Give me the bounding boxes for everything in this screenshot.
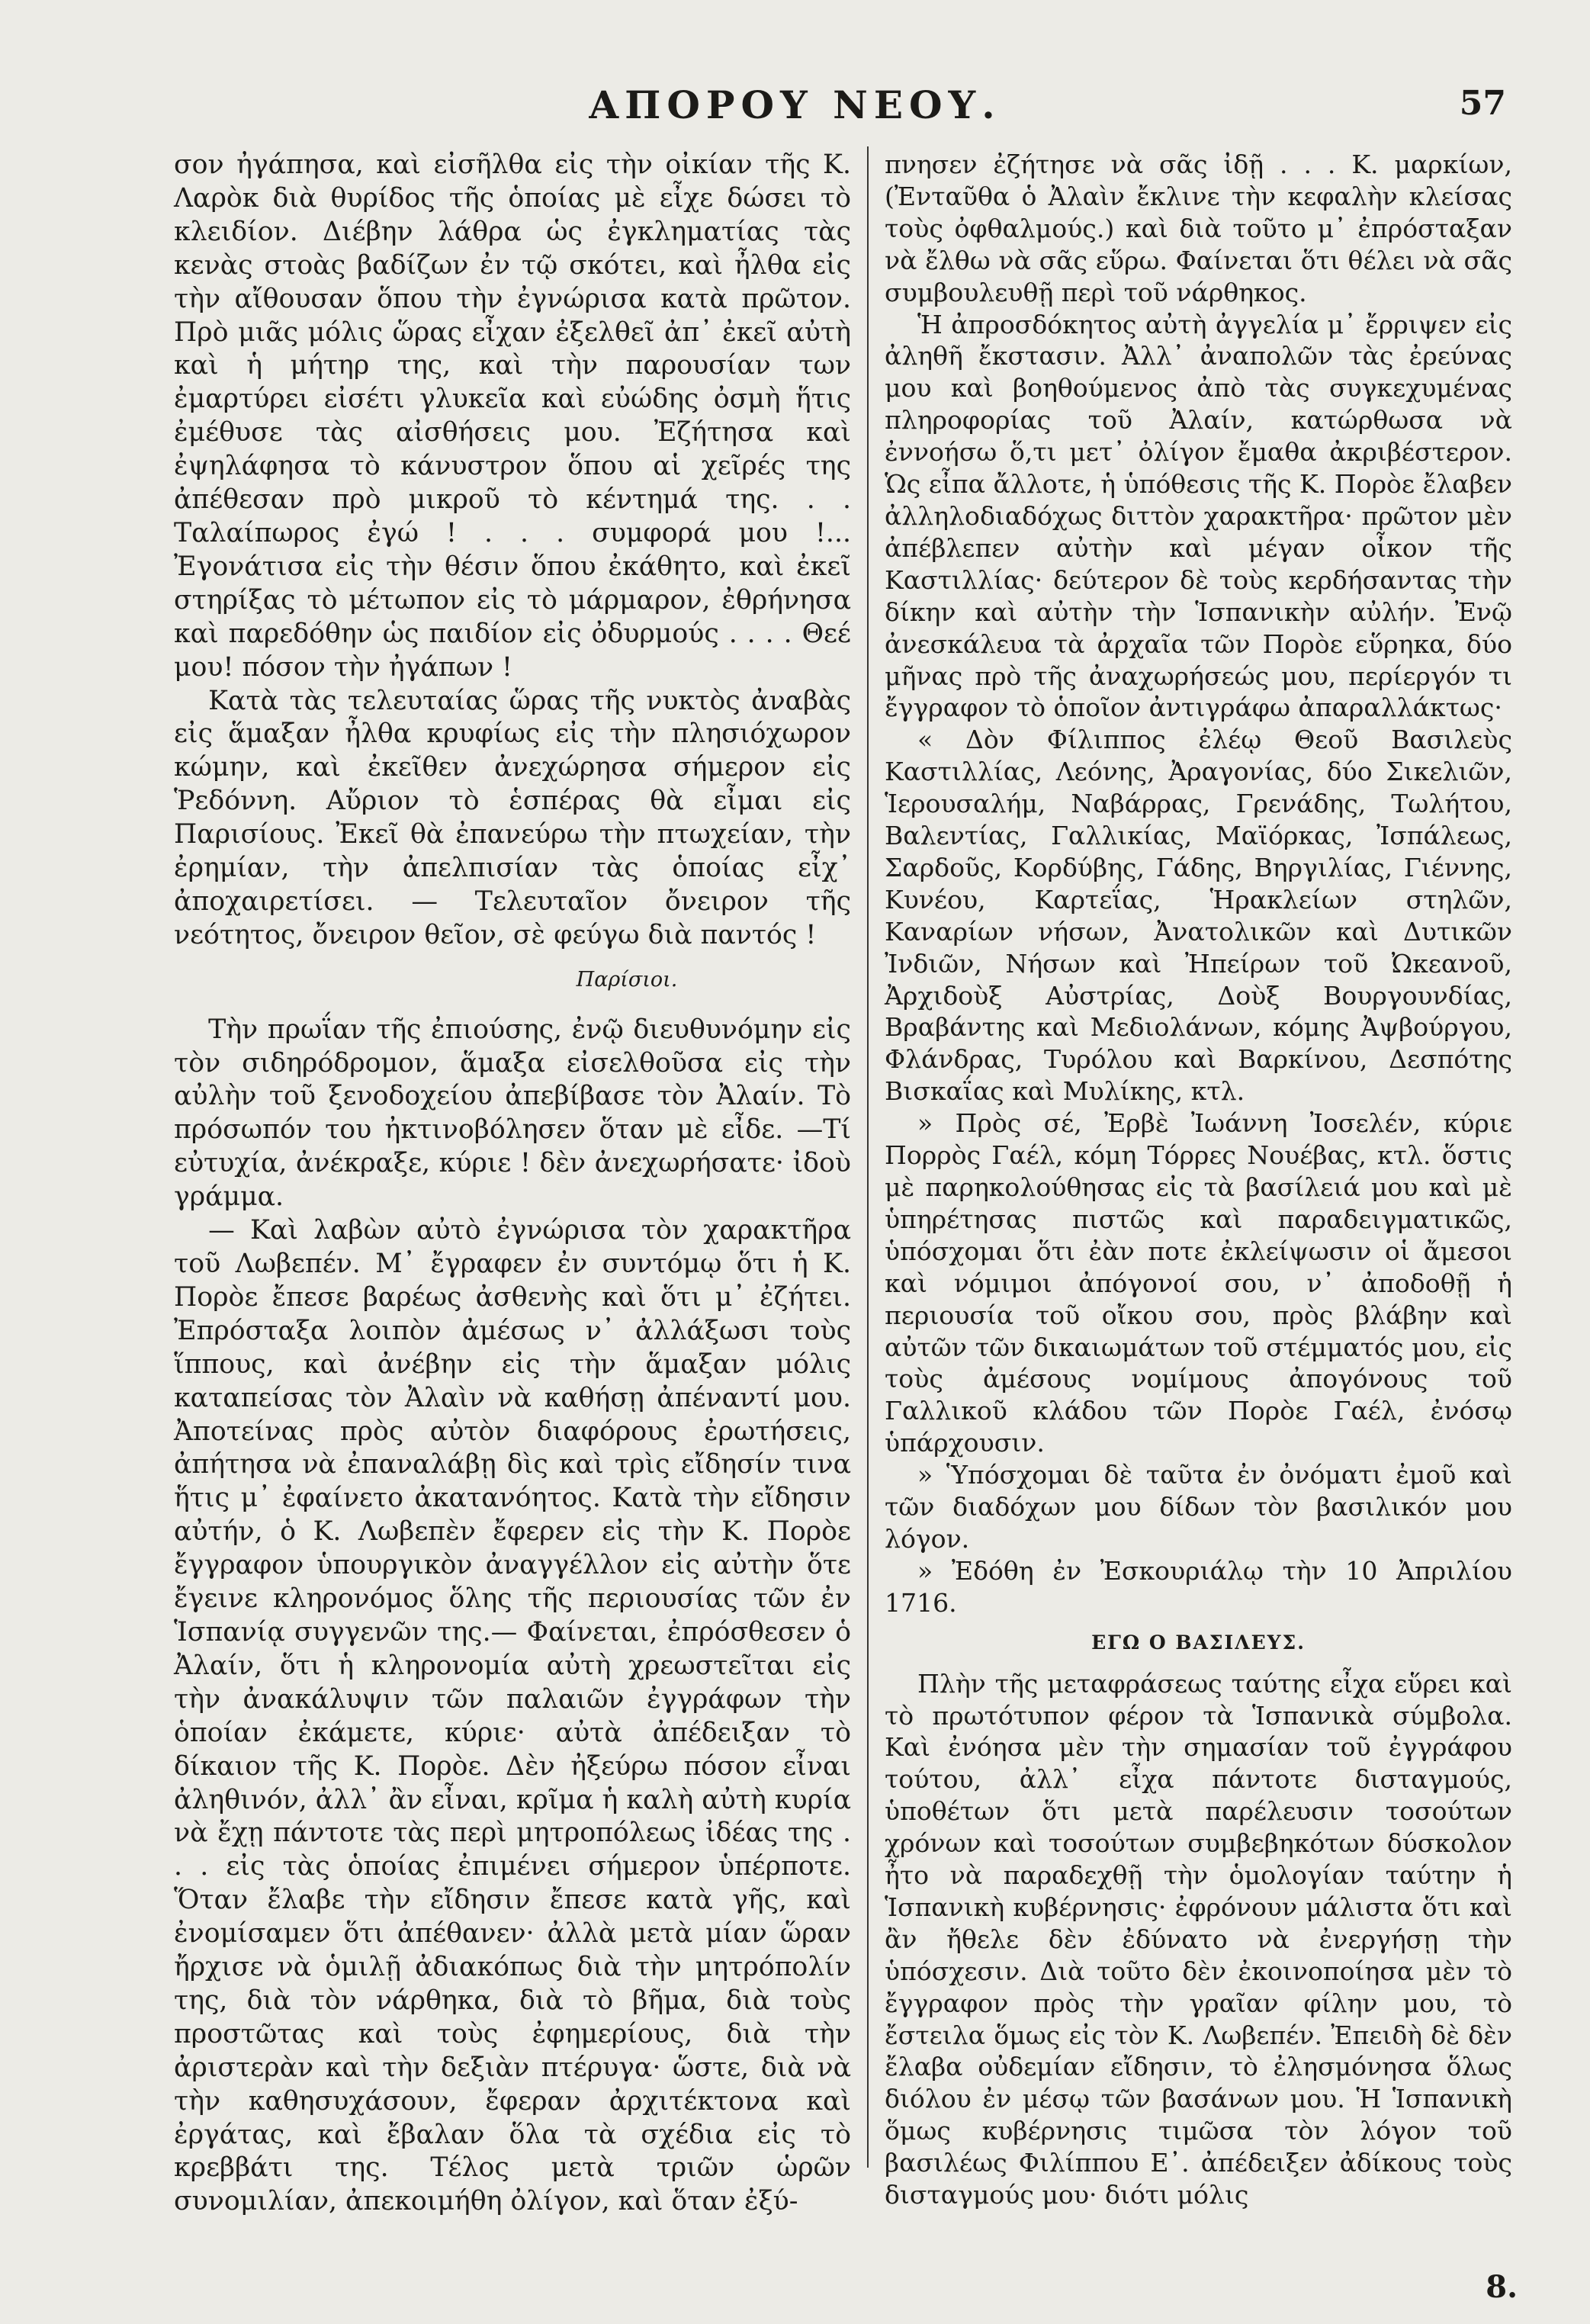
column-divider: [867, 146, 869, 2168]
paragraph: » Πρὸς σέ, Ἐρβὲ Ἰωάννη Ἰοσελέν, κύριε Πορρὸς Γαέλ, κόμη Τόρρες Νουέβας, κτλ. ὅστις μὲ παρηκολούθησας εἰς τὰ βασίλειά μου καὶ μὲ ὑπηρέτησας πιστῶς καὶ παραδειγματικῶς, ὑπόσχομαι ὅτι ἐὰν ποτε ἐκλείψωσιν οἱ ἄμεσοι καὶ νόμιμοι ἀπόγονοί σου, ν᾽ ἀποδοθῇ ἡ περιουσία τοῦ οἴκου σου, πρὸς βλάβην καὶ αὐτῶν τῶν δικαιωμάτων τοῦ στέμματός μου, εἰς τοὺς ἀμέσους νομίμους ἀπογόνους τοῦ Γαλλικοῦ κλάδου τῶν Πορὸε Γαέλ, ἐνόσῳ ὑπάρχουσιν.: [885, 1108, 1512, 1458]
royal-signature: ΕΓΩ Ο ΒΑΣΙΛΕΥΣ.: [1091, 1631, 1306, 1654]
paragraph: Πλὴν τῆς μεταφράσεως ταύτης εἶχα εὕρει καὶ τὸ πρωτότυπον φέρον τὰ Ἱσπανικὰ σύμβολα. Καὶ ἐνόησα μὲν τὴν σημασίαν τοῦ ἐγγράφου τούτου, ἀλλ᾽ εἶχα πάντοτε δισταγμούς, ὑποθέτων ὅτι μετὰ παρέλευσιν τοσούτων χρόνων καὶ τοσούτων συμβεβηκότων δύσκολον ἦτο νὰ παραδεχθῇ τὴν ὁμολογίαν ταύτην ἡ Ἱσπανικὴ κυβέρνησις· ἐφρόνουν μάλιστα ὅτι καὶ ἂν ἤθελε δὲν ἐδύνατο νὰ ἐνεργήσῃ τὴν ὑπόσχεσιν. Διὰ τοῦτο δὲν ἐκοινοποίησα μὲν τὸ ἔγγραφον πρὸς τὴν γραῖαν φίλην μου, τὸ ἔστειλα ὅμως εἰς τὸν Κ. Λωβεπέν. Ἐπειδὴ δὲ δὲν ἔλαβα οὐδεμίαν εἴδησιν, τὸ ἐλησμόνησα ὅλως διόλου ἐν μέσῳ τῶν βασάνων μου. Ἡ Ἱσπανικὴ ὅμως κυβέρνησις τιμῶσα τὸν λόγον τοῦ βασιλέως Φιλίππου Ε᾽. ἀπέδειξεν ἀδίκους τοὺς δισταγμούς μου· διότι μόλις: [885, 1668, 1512, 2210]
paragraph: » Ἐδόθη ἐν Ἐσκουριάλῳ τὴν 10 Ἀπριλίου 1716.: [885, 1555, 1512, 1618]
paragraph: Ἡ ἀπροσδόκητος αὐτὴ ἀγγελία μ᾽ ἔρριψεν εἰς ἀληθῆ ἔκστασιν. Ἀλλ᾽ ἀναπολῶν τὰς ἐρεύνας μου καὶ βοηθούμενος ἀπὸ τὰς συγκεχυμένας πληροφορίας τοῦ Ἀλαίν, κατώρθωσα νὰ ἐννοήσω ὅ,τι μετ᾽ ὀλίγον ἔμαθα ἀκριβέστερον. Ὡς εἶπα ἄλλοτε, ἡ ὑπόθεσις τῆς Κ. Πορὸε ἔλαβεν ἀλληλοδιαδόχως διττὸν χαρακτῆρα· πρῶτον μὲν ἀπέβλεπεν αὐτὴν καὶ μέγαν οἶκον τῆς Καστιλλίας· δεύτερον δὲ τοὺς κερδήσαντας τὴν δίκην καὶ αὐτὴν τὴν Ἱσπανικὴν αὐλήν. Ἐνῷ ἀνεσκάλευα τὰ ἀρχαῖα τῶν Πορὸε εὕρηκα, δύο μῆνας πρὸ τῆς ἀναχωρήσεώς μου, περίεργόν τι ἔγγραφον τὸ ὁποῖον ἀντιγράφω ἀπαραλλάκτως·: [885, 309, 1512, 723]
paragraph: » Ὑπόσχομαι δὲ ταῦτα ἐν ὀνόματι ἐμοῦ καὶ τῶν διαδόχων μου δίδων τὸν βασιλικόν μου λόγον.: [885, 1460, 1512, 1554]
paragraph: Κατὰ τὰς τελευταίας ὥρας τῆς νυκτὸς ἀναβὰς εἰς ἅμαξαν ἦλθα κρυφίως εἰς τὴν πλησιόχωρον κώμην, καὶ ἐκεῖθεν ἀνεχώρησα σήμερον εἰς Ῥεδόννη. Αὔριον τὸ ἑσπέρας θὰ εἶμαι εἰς Παρισίους. Ἐκεῖ θὰ ἐπανεύρω τὴν πτωχείαν, τὴν ἐρημίαν, τὴν ἀπελπισίαν τὰς ὁποίας εἶχ᾽ ἀποχαιρετίσει. — Τελευταῖον ὄνειρον τῆς νεότητος, ὄνειρον θεῖον, σὲ φεύγω διὰ παντός !: [174, 685, 851, 950]
right-column: [885, 149, 1512, 2240]
paragraph: σον ἠγάπησα, καὶ εἰσῆλθα εἰς τὴν οἰκίαν τῆς Κ. Λαρὸκ διὰ θυρίδος τῆς ὁποίας μὲ εἶχε δώσει τὸ κλειδίον. Διέβην λάθρα ὡς ἐγκληματίας τὰς κενὰς στοὰς βαδίζων ἐν τῷ σκότει, καὶ ἦλθα εἰς τὴν αἴθουσαν ὅπου τὴν ἐγνώρισα κατὰ πρῶτον. Πρὸ μιᾶς μόλις ὥρας εἶχαν ἐξελθεῖ ἀπ᾽ ἐκεῖ αὐτὴ καὶ ἡ μήτηρ της, καὶ τὴν παρουσίαν των ἐμαρτύρει εἰσέτι γλυκεῖα καὶ εὐώδης ὀσμὴ ἥτις ἐμέθυσε τὰς αἰσθήσεις μου. Ἐζήτησα καὶ ἐψηλάφησα τὸ κάνυστρον ὅπου αἱ χεῖρές της ἀπέθεσαν πρὸ μικροῦ τὸ κέντημά της. . . Ταλαίπωρος ἐγώ ! . . . συμφορά μου !... Ἐγονάτισα εἰς τὴν θέσιν ὅπου ἐκάθητο, καὶ ἐκεῖ στηρίξας τὸ μέτωπον εἰς τὸ μάρμαρον, ἐθρήνησα καὶ παρεδόθην ὡς παιδίον εἰς ὀδυρμούς . . . . Θεέ μου! πόσον τὴν ἠγάπων !: [174, 149, 851, 683]
paragraph: « Δὸν Φίλιππος ἐλέῳ Θεοῦ Βασιλεὺς Καστιλλίας, Λεόνης, Ἀραγονίας, δύο Σικελιῶν, Ἱερουσαλήμ, Ναβάρρας, Γρενάδης, Τωλήτου, Βαλεντίας, Γαλλικίας, Μαϊόρκας, Ἰσπάλεως, Σαρδοῦς, Κορδύβης, Γάδης, Βηργιλίας, Γιέννης, Κυνέου, Καρτεΐας, Ἡρακλείων στηλῶν, Καναρίων νήσων, Ἀνατολικῶν καὶ Δυτικῶν Ἰνδιῶν, Νήσων καὶ Ἠπείρων τοῦ Ὠκεανοῦ, Ἀρχιδοὺξ Αὐστρίας, Δοὺξ Βουργουνδίας, Βραβάντης καὶ Μεδιολάνων, κόμης Ἀψβούργου, Φλάνδρας, Τυρόλου καὶ Βαρκίνου, Δεσπότης Βισκαΐας καὶ Μυλίκης, κτλ.: [885, 725, 1512, 1107]
left-column: [174, 149, 851, 2240]
signature-mark: 8.: [1486, 2269, 1518, 2305]
section-heading: Παρίσιοι.: [576, 967, 678, 992]
paragraph: πνησεν ἐζήτησε νὰ σᾶς ἰδῇ . . . Κ. μαρκίων, (Ἐνταῦθα ὁ Ἀλαὶν ἔκλινε τὴν κεφαλὴν κλείσας τοὺς ὀφθαλμούς.) καὶ διὰ τοῦτο μ᾽ ἐπρόσταξαν νὰ ἔλθω νὰ σᾶς εὕρω. Φαίνεται ὅτι θέλει νὰ σᾶς συμβουλευθῇ περὶ τοῦ νάρθηκος.: [885, 149, 1512, 307]
page-header: [0, 82, 1590, 136]
page-number: 57: [1459, 84, 1506, 123]
paragraph: Τὴν πρωΐαν τῆς ἐπιούσης, ἐνῷ διευθυνόμην εἰς τὸν σιδηρόδρομον, ἅμαξα εἰσελθοῦσα εἰς τὴν αὐλὴν τοῦ ξενοδοχείου ἀπεβίβασε τὸν Ἀλαίν. Τὸ πρόσωπόν του ἠκτινοβόλησεν ὅταν μὲ εἶδε. —Τί εὐτυχία, ἀνέκραξε, κύριε ! δὲν ἀνεχωρήσατε· ἰδοὺ γράμμα.: [174, 1014, 851, 1213]
running-title: ΑΠΟΡΟΥ ΝΕΟΥ.: [589, 82, 1001, 127]
paragraph: — Καὶ λαβὼν αὐτὸ ἐγνώρισα τὸν χαρακτῆρα τοῦ Λωβεπέν. Μ᾽ ἔγραφεν ἐν συντόμῳ ὅτι ἡ Κ. Πορὸε ἔπεσε βαρέως ἀσθενὴς καὶ ὅτι μ᾽ ἐζήτει. Ἐπρόσταξα λοιπὸν ἀμέσως ν᾽ ἀλλάξωσι τοὺς ἵππους, καὶ ἀνέβην εἰς τὴν ἅμαξαν μόλις καταπείσας τὸν Ἀλαὶν νὰ καθήσῃ ἀπέναντί μου. Ἀποτείνας πρὸς αὐτὸν διαφόρους ἐρωτήσεις, ἀπήτησα νὰ ἐπαναλάβῃ δὶς καὶ τρὶς εἴδησίν τινα ἥτις μ᾽ ἐφαίνετο ἀκατανόητος. Κατὰ τὴν εἴδησιν αὐτήν, ὁ Κ. Λωβεπὲν ἔφερεν εἰς τὴν Κ. Πορὸε ἔγγραφον ὑπουργικὸν ἀναγγέλλον εἰς αὐτὴν ὅτε ἔγεινε κληρονόμος ὅλης τῆς περιουσίας τῶν ἐν Ἱσπανίᾳ συγγενῶν της.— Φαίνεται, ἐπρόσθεσεν ὁ Ἀλαίν, ὅτι ἡ κληρονομία αὐτὴ χρεωστεῖται εἰς τὴν ἀνακάλυψιν τῶν παλαιῶν ἐγγράφων τὴν ὁποίαν ἐκάμετε, κύριε· αὐτὰ ἀπέδειξαν τὸ δίκαιον τῆς Κ. Πορὸε. Δὲν ἠξεύρω πόσον εἶναι ἀληθινόν, ἀλλ᾽ ἂν εἶναι, κρῖμα ἡ καλὴ αὐτὴ κυρία νὰ ἔχῃ πάντοτε τὰς περὶ μητροπόλεως ἰδέας της . . . εἰς τὰς ὁποίας ἐπιμένει σήμερον ὑπέρποτε. Ὅταν ἔλαβε τὴν εἴδησιν ἔπεσε κατὰ γῆς, καὶ ἐνομίσαμεν ὅτι ἀπέθανεν· ἀλλὰ μετὰ μίαν ὥραν ἤρχισε νὰ ὁμιλῇ ἀδιακόπως διὰ τὴν μητρόπολίν της, διὰ τὸν νάρθηκα, διὰ τὸ βῆμα, διὰ τοὺς προστῶτας καὶ τοὺς ἐφημερίους, διὰ τὴν ἀριστερὰν καὶ τὴν δεξιὰν πτέρυγα· ὥστε, διὰ νὰ τὴν καθησυχάσουν, ἔφεραν ἀρχιτέκτονα καὶ ἐργάτας, καὶ ἔβαλαν ὅλα τὰ σχέδια εἰς τὸ κρεββάτι της. Τέλος μετὰ τριῶν ὡρῶν συνομιλίαν, ἀπεκοιμήθη ὀλίγον, καὶ ὅταν ἐξύ-: [174, 1215, 851, 2217]
